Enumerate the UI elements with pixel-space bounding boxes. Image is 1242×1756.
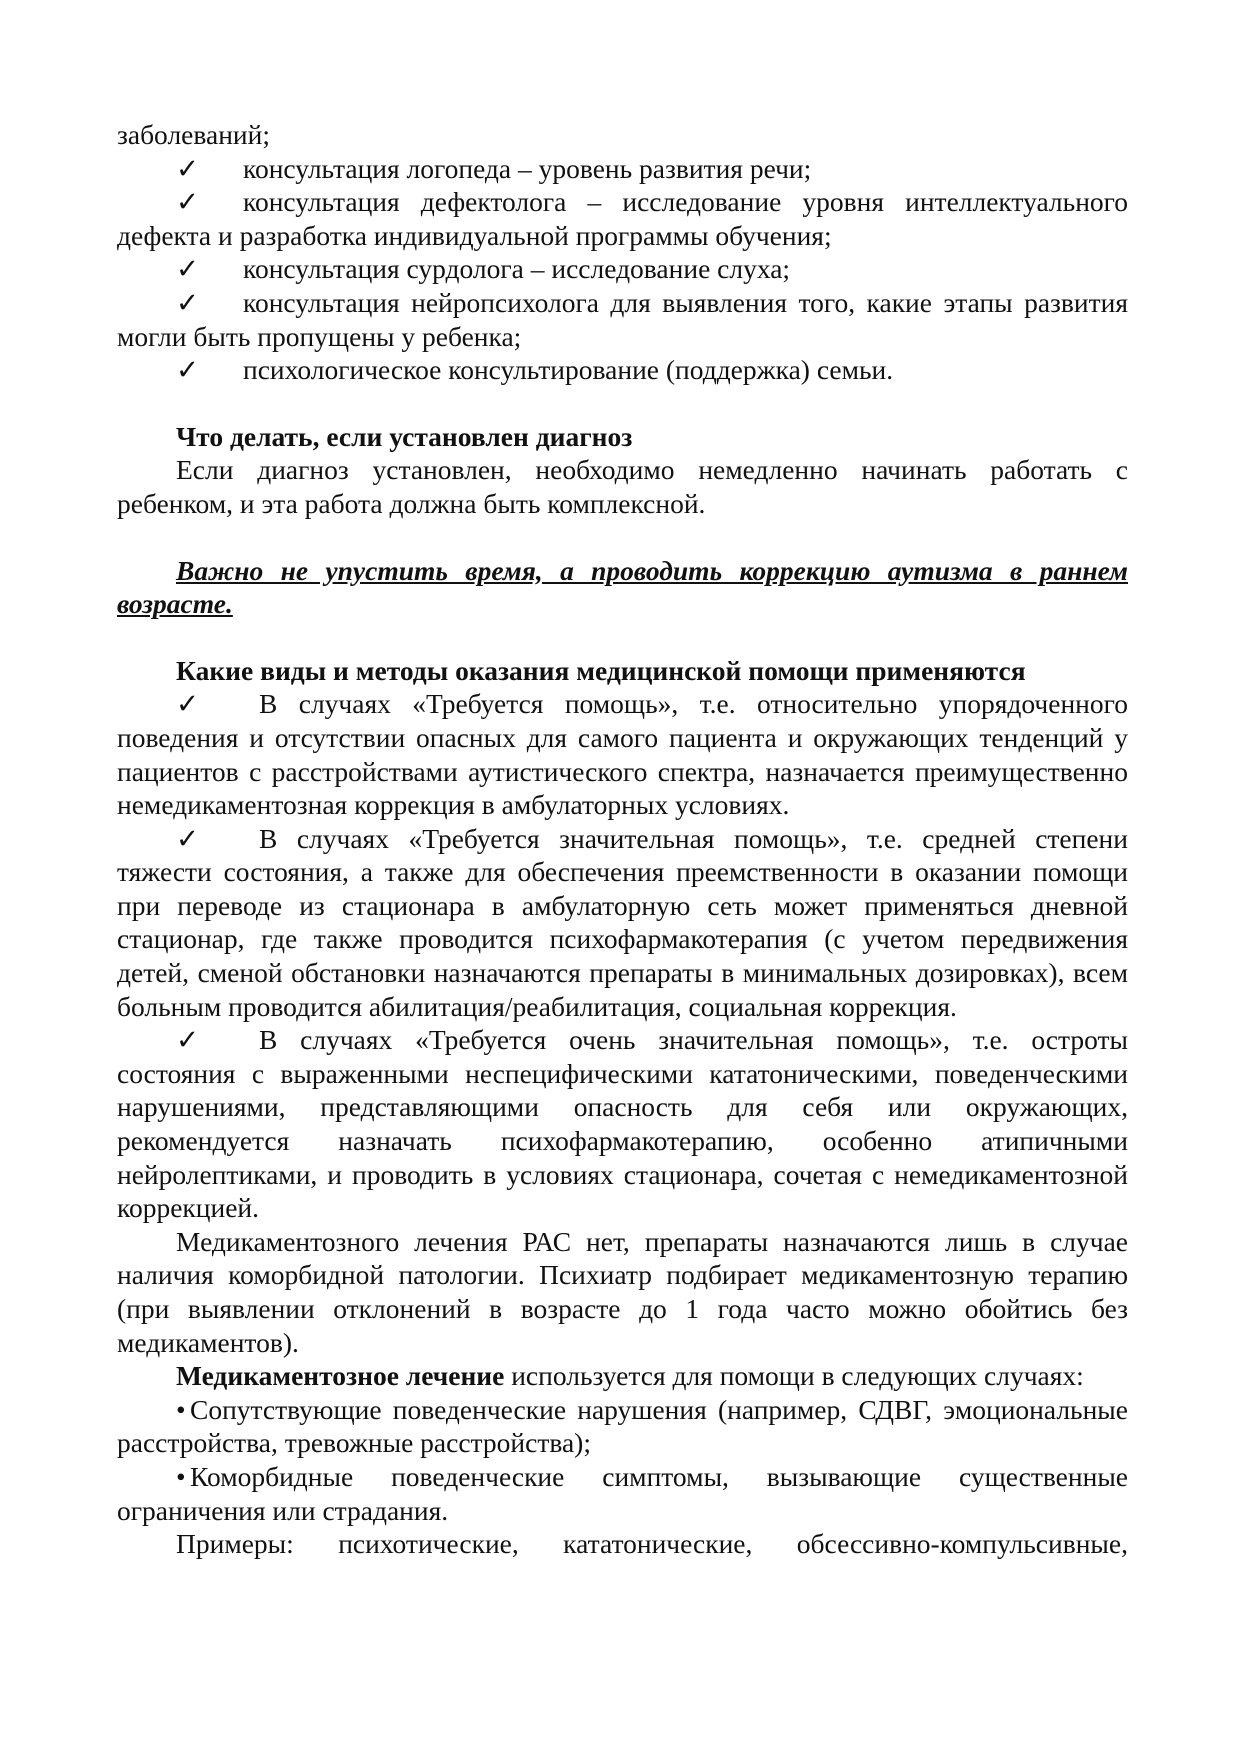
paragraph — [117, 1359, 1128, 1393]
paragraph: Медикаментозного лечения РАС нет, препараты назначаются лишь в случае наличия коморбидной патологии. Психиатр подбирает медикаментозную терапию (при выявлении отклонений в возрасте до 1 года часто можно обойтись без медикаментов). — [117, 1225, 1128, 1358]
paragraph: Если диагноз установлен, необходимо немедленно начинать работать с ребенком, и эта работа должна быть комплексной. — [117, 454, 1128, 519]
document-page — [117, 118, 1128, 1561]
spacer — [117, 521, 1128, 554]
checkmark-icon: ✓ — [176, 286, 200, 318]
bullet-icon: • — [176, 1393, 186, 1425]
case-item — [117, 687, 1128, 821]
bullet-icon: • — [176, 1460, 186, 1492]
bold-term: Медикаментозное лечение — [176, 1360, 505, 1392]
list-item — [117, 252, 1128, 286]
list-item-text: консультация сурдолога – исследование слуха; — [243, 253, 791, 285]
list-item-text: консультация логопеда – уровень развития речи; — [243, 152, 812, 184]
list-item-text: консультация нейропсихолога для выявления того, какие этапы развития могли быть пропущены у ребенка; — [117, 286, 1128, 352]
bullet-item — [117, 1460, 1128, 1527]
list-item — [117, 286, 1128, 353]
bullet-item-text: Сопутствующие поведенческие нарушения (например, СДВГ, эмоциональные расстройства, тревожные расстройства); — [117, 1393, 1128, 1459]
checkmark-icon: ✓ — [176, 186, 200, 218]
checkmark-icon: ✓ — [176, 822, 200, 854]
case-item-text: В случаях «Требуется помощь», т.е. относительно упорядоченного поведения и отсутствии опасных для самого пациента и окружающих тенденций у пациентов с расстройствами аутистического спектра, назначается преимущественно немедикаментозная коррекция в амбулаторных условиях. — [117, 688, 1128, 821]
list-item — [117, 353, 1128, 387]
checkmark-icon: ✓ — [176, 253, 200, 285]
case-item — [117, 1023, 1128, 1225]
section-heading-diagnosis: Что делать, если установлен диагноз — [176, 420, 633, 452]
bullet-item-text: Коморбидные поведенческие симптомы, вызывающие существенные ограничения или страдания. — [117, 1460, 1128, 1526]
checkmark-icon: ✓ — [176, 688, 200, 720]
list-item-text: консультация дефектолога – исследование уровня интеллектуального дефекта и разработка индивидуальной программы обучения; — [117, 186, 1128, 251]
important-note: Важно не упустить время, а проводить коррекцию аутизма в раннем возрасте. — [117, 554, 1128, 620]
spacer — [117, 387, 1128, 420]
section-heading-methods: Какие виды и методы оказания медицинской помощи применяются — [176, 654, 1026, 686]
list-item-text: психологическое консультирование (поддержка) семьи. — [243, 354, 894, 386]
case-item — [117, 822, 1128, 1024]
paragraph: Примеры: психотические, кататонические, обсессивно-компульсивные, — [176, 1528, 1128, 1560]
list-item — [117, 185, 1128, 252]
checkmark-icon: ✓ — [176, 1024, 200, 1056]
list-item — [117, 152, 1128, 186]
continuation-text: заболеваний; — [117, 119, 270, 150]
paragraph-text: используется для помощи в следующих случаях: — [504, 1360, 1084, 1392]
checkmark-icon: ✓ — [176, 152, 200, 184]
case-item-text: В случаях «Требуется значительная помощь», т.е. средней степени тяжести состояния, а также для обеспечения преемственности в оказании помощи при переводе из стационара в амбулаторную сеть может применяться дневной стационар, где также проводится психофармакотерапия (с учетом передвижения детей, сменой обстановки назначаются препараты в минимальных дозировках), всем больным проводится абилитация/реабилитация, социальная коррекция. — [117, 822, 1128, 1022]
case-item-text: В случаях «Требуется очень значительная помощь», т.е. остроты состояния с выраженными неспецифическими кататоническими, поведенческими нарушениями, представляющими опасность для себя или окружающих, рекомендуется назначать психофармакотерапию, особенно атипичными нейролептиками, и проводить в условиях стационара, сочетая с немедикаментозной коррекцией. — [117, 1024, 1128, 1224]
checkmark-icon: ✓ — [176, 354, 200, 386]
spacer — [117, 621, 1128, 654]
bullet-item — [117, 1393, 1128, 1460]
